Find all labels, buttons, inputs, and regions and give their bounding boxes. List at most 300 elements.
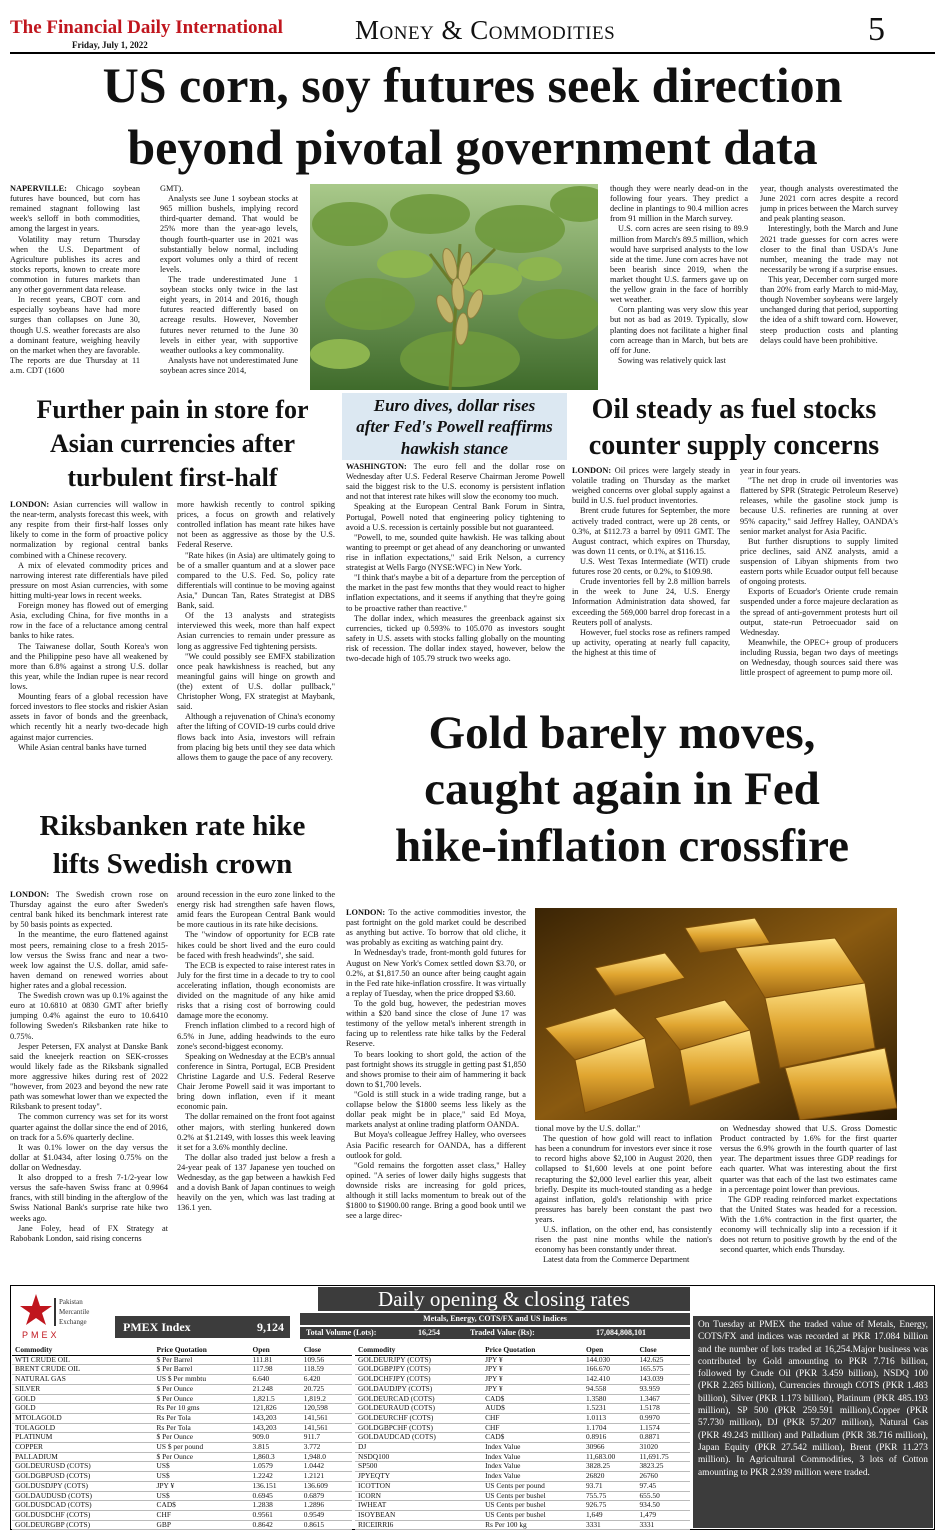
rates-cell: Rs Per Tola — [154, 1423, 250, 1433]
rates-cell: 94.558 — [583, 1384, 637, 1394]
article-paragraph: "Gold remains the forgotten asset class," Halley opined. "A series of lower daily highs suggests that downside risks are increasing for gold prices, although it still lacks momentum to break out of the $1800 to $1900.00 range. Bring a good book until we see a large direc- — [346, 1160, 526, 1221]
lead-headline-line1: US corn, soy futures seek direction — [102, 57, 843, 113]
rates-cell: 1.0442 — [301, 1462, 352, 1472]
gold-bars-photo — [535, 908, 897, 1120]
rates-table-left — [12, 1346, 352, 1530]
article-paragraph: Corn planting was very slow this year but not as bad as 2019. Typically, slow planting does not facilitate a higher final corn acreage than in March, but bets are off for June. — [610, 305, 748, 355]
article-paragraph: U.S. inflation, on the other end, has consistently risen the past nine months while the nation's economy has been constantly under threat. — [535, 1225, 712, 1255]
rates-cell: 141,561 — [301, 1423, 352, 1433]
rates-row — [355, 1433, 690, 1443]
rates-cell: 31020 — [636, 1443, 690, 1453]
article-paragraph: Jesper Petersen, FX analyst at Danske Bank said the kneejerk reaction on SEK-crosses would likely fade as the Riksbank signalled more aggressive hikes during rest of 2022 "however, from 2023 and beyond the new rate path was somewhat lower than we expected the Riksbank to present today". — [10, 1041, 168, 1112]
article-paragraph: Brent crude futures for September, the more actively traded contract, were up 28 cents, or 0.3%, at $112.73 a barrel by 0911 GMT. The August contract, which expires on Thursday, was down 11 cents, or 0.1%, at $116.15. — [572, 506, 730, 556]
rates-row — [355, 1423, 690, 1433]
rates-cell: 143,203 — [250, 1423, 301, 1433]
gold-column-1 — [346, 908, 526, 1278]
rates-cell: 26820 — [583, 1472, 637, 1482]
soybean-plants-photo — [310, 184, 598, 390]
rates-row — [355, 1404, 690, 1414]
article-paragraph: Exports of Ecuador's Oriente crude remain suspended under a force majeure declaration as the spread of anti-government protests hurt oil output, state-run Petroecuador said on Wednesday. — [740, 587, 898, 637]
gold-column-3 — [720, 1124, 897, 1278]
rates-cell: Rs Per 10 gms — [154, 1404, 250, 1414]
pmex-index-value: 9,124 — [257, 1320, 284, 1334]
article-paragraph: Sowing was relatively quick last — [618, 355, 726, 365]
article-paragraph: The GDP reading reinforced market expectations that the United States was headed for a recession. With the 1.6% contraction in the first quarter, the economy will technically slip into a recession if it does not return to positive growth by the end of the second quarter, which ends Thursday. — [720, 1194, 897, 1255]
rates-cell: US Cents per bushel — [482, 1510, 583, 1520]
rates-cell: GOLDGBPUSD (COTS) — [12, 1472, 154, 1482]
rates-cell: 11,691.75 — [636, 1452, 690, 1462]
rates-title: Daily opening & closing rates — [318, 1287, 690, 1311]
rates-cell: SP500 — [355, 1462, 482, 1472]
article-paragraph: LONDON: Oil prices were largely steady in volatile trading on Thursday as the market weighed concerns over global supply against a build in U.S. fuel product inventories. — [572, 466, 730, 506]
rates-row — [355, 1443, 690, 1453]
gold-headline-line3: hike-inflation crossfire — [395, 819, 849, 872]
gold-headline — [342, 705, 902, 874]
rates-column-header: Close — [301, 1346, 352, 1355]
lead-column-4 — [760, 184, 898, 390]
article-paragraph: It was 0.1% lower on the day versus the dollar at $1.0434, after losing 0.75% on the dollar on Wednesday. — [10, 1142, 168, 1172]
section-title: Money & Commodities — [355, 15, 616, 45]
rates-cell: ISOYBEAN — [355, 1510, 482, 1520]
rates-row — [12, 1365, 352, 1375]
rates-row — [355, 1462, 690, 1472]
rates-column-header: Price Quotation — [482, 1346, 583, 1355]
article-paragraph: But further disruptions to supply limited price declines, said ANZ analysts, amid a suspension of Libyan shipments from two eastern ports while Ecuador output fell because of ongoing protests. — [740, 536, 898, 587]
rates-row — [355, 1452, 690, 1462]
rates-cell: ICORN — [355, 1491, 482, 1501]
article-paragraph: Foreign money has flowed out of emerging Asia, excluding China, for five months in a row in the face of a reluctance among central banks to hike rates. — [10, 601, 168, 641]
riks-headline-line2: lifts Swedish crown — [52, 847, 293, 880]
article-paragraph: "Gold is still stuck in a wide trading range, but a collapse below the $1800 seems less likely as the dollar peak might be in place," said Ed Moya, markets analyst at online trading platform OANDA. — [346, 1089, 526, 1130]
oil-column-1 — [572, 466, 730, 706]
asian-column-2 — [177, 500, 335, 802]
rates-cell: 6.420 — [301, 1375, 352, 1385]
article-paragraph: The dollar remained on the front foot against other majors, with sterling hunkered down 0.2% at $1.2149, with losses this week leaving it set for a 3.6% monthly decline. — [177, 1112, 335, 1152]
pmex-logo-text-2: Mercantile — [59, 1308, 90, 1316]
article-paragraph: It also dropped to a fresh 7-1/2-year low versus the safe-haven Swiss franc at 0.9964 francs, with still binding in the afterglow of the Swiss National Bank's surprise rate hike two weeks ago. — [10, 1173, 168, 1223]
rates-cell: 1.3580 — [583, 1394, 637, 1404]
article-paragraph: The question of how gold will react to inflation has been a conundrum for investors ever since it rose to record highs above $2,100 in August 2020, then collapsed to $1,600 levels at one point before recapturing the $2,000 level earlier this year, albeit briefly. Despite its much-touted standing as a hedge against inflation, gold's relationship with price pressures has barely been constant the past two years. — [535, 1134, 712, 1224]
rates-cell: COPPER — [12, 1443, 154, 1453]
rates-cell: GOLDEURJPY (COTS) — [355, 1355, 482, 1365]
article-paragraph: The ECB is expected to raise interest rates in July for the first time in a decade to try to cool accelerating inflation, though economists are divided on the magnitude of any hike amid risks that a rising cost of borrowing could damage more the economy. — [177, 960, 335, 1021]
rates-row — [12, 1462, 352, 1472]
article-paragraph: French inflation climbed to a record high of 6.5% in June, adding headwinds to the euro zone's second-biggest economy. — [177, 1021, 335, 1051]
rates-cell: 93.71 — [583, 1481, 637, 1491]
article-paragraph: LONDON: Asian currencies will wallow in the near-term, analysts forecast this week, with any respite from their first-half losses only likely to come in the form of proactive policy normalization by regional central banks combined with a Chinese recovery. — [10, 500, 168, 560]
rates-cell: 136.151 — [250, 1481, 301, 1491]
rates-cell: US $ Per mmbtu — [154, 1375, 250, 1385]
article-paragraph: Interestingly, both the March and June 2021 trade guesses for corn acres were closer to the final than USDA's June number, meaning the trade may not necessarily be wrong if a surprise ensues. — [760, 224, 898, 274]
pmex-logo-abbr: PMEX — [22, 1330, 60, 1340]
rates-cell: 3.772 — [301, 1443, 352, 1453]
rates-cell: PALLADIUM — [12, 1452, 154, 1462]
article-paragraph: The dollar also traded just below a fresh a 24-year peak of 137 Japanese yen touched on Wednesday, as the gap between a hawkish Fed and a dovish Bank of Japan continues to weigh heavily on the yen, which was last trading at 136.1 yen. — [177, 1152, 335, 1213]
article-paragraph: more hawkish recently to control spiking prices, a focus on growth and relatively controlled inflation has meant rate hikes have not been as aggressive as those by the U.S. Federal Reserve. — [177, 500, 335, 550]
rates-cell: 3331 — [583, 1520, 637, 1530]
rates-cell: CHF — [482, 1423, 583, 1433]
rates-cell: US $ per pound — [154, 1443, 250, 1453]
rates-cell: 1.2121 — [301, 1472, 352, 1482]
rates-cell: 1.2896 — [301, 1501, 352, 1511]
euro-headline-line1: Euro dives, dollar rises — [373, 396, 536, 415]
rates-column-header: Price Quotation — [154, 1346, 250, 1355]
riks-headline — [10, 808, 335, 883]
rates-row — [12, 1404, 352, 1414]
riks-headline-line1: Riksbanken rate hike — [39, 810, 306, 842]
rates-cell: JPY ¥ — [482, 1365, 583, 1375]
issue-date: Friday, July 1, 2022 — [72, 40, 148, 50]
rates-cell: TOLAGOLD — [12, 1423, 154, 1433]
article-paragraph: Meanwhile, the OPEC+ group of producers including Russia, began two days of meetings on Wednesday, though sources said there was little prospect of agreement to pump more oil. — [740, 637, 898, 678]
article-paragraph: While Asian central banks have turned — [18, 742, 147, 752]
rates-cell: GOLDUSDCAD (COTS) — [12, 1501, 154, 1511]
rates-cell: JPY ¥ — [154, 1481, 250, 1491]
rates-cell: GBP — [154, 1520, 250, 1530]
asian-headline-line3: turbulent first-half — [67, 462, 278, 492]
rates-row — [12, 1520, 352, 1530]
rates-subtitle: Metals, Energy, COTS/FX and US Indices — [300, 1313, 690, 1325]
article-paragraph: "I think that's maybe a bit of a departure from the perception of the market in the past few months that they would react to higher inflation expectations, and it seems if anything that they're going to be proactive rather than reactive." — [346, 573, 565, 613]
article-paragraph: year, though analysts overestimated the June 2021 corn acres despite a record jump in prices between the March survey and peak planting season. — [760, 184, 898, 224]
article-paragraph: Analysts have not underestimated June soybean acres since 2014, — [160, 355, 298, 375]
lead-column-1 — [10, 184, 140, 390]
rates-cell: 1.1704 — [583, 1423, 637, 1433]
rates-cell: PLATINUM — [12, 1433, 154, 1443]
rates-cell: 93.959 — [636, 1384, 690, 1394]
rates-cell: JPY ¥ — [482, 1384, 583, 1394]
rates-row — [355, 1394, 690, 1404]
rates-row — [355, 1355, 690, 1365]
article-paragraph: Volatility may return Thursday when the U.S. Department of Agriculture publishes its acres and stocks reports, known to create more commotion in futures markets than any other government data release. — [10, 234, 140, 295]
rates-row — [12, 1423, 352, 1433]
rates-cell: 1,819.2 — [301, 1394, 352, 1404]
rates-cell: GOLDAUDUSD (COTS) — [12, 1491, 154, 1501]
rates-cell: CAD$ — [154, 1501, 250, 1511]
article-paragraph: "Powell, to me, sounded quite hawkish. He was talking about wanting to preempt or get ahead of any deanchoring or unwanted rise in inflation expectations," said Erik Nelson, a currency strategist at Wells Fargo (NYSE:WFC) in New York. — [346, 532, 565, 573]
rates-cell: RICEIRRI6 — [355, 1520, 482, 1530]
article-paragraph: NAPERVILLE: Chicago soybean futures have bounced, but corn has remained stagnant following last week's selloff in both commodities, among the largest in years. — [10, 184, 140, 234]
article-paragraph: GMT). — [160, 184, 184, 193]
rates-row — [12, 1491, 352, 1501]
pmex-logo-text-3: Exchange — [59, 1318, 87, 1326]
article-paragraph: Of the 13 analysts and strategists interviewed this week, more than half expect Asian currencies to remain under pressure as long as aggressive Fed tightening persists. — [177, 611, 335, 651]
traded-value: 17,084,808,101 — [596, 1328, 646, 1337]
rates-cell: ICOTTON — [355, 1481, 482, 1491]
rates-cell: 136.609 — [301, 1481, 352, 1491]
rates-cell: JPYEQTY — [355, 1472, 482, 1482]
oil-column-2 — [740, 466, 898, 706]
rates-cell: 655.50 — [636, 1491, 690, 1501]
volume-label: Total Volume (Lots): — [306, 1328, 377, 1337]
rates-cell: 20.725 — [301, 1384, 352, 1394]
rates-cell: JPY ¥ — [482, 1375, 583, 1385]
article-paragraph: In the meantime, the euro flattened against most peers, remaining close to a fresh 2015-low versus the Swiss franc and near a two-week low against the U.S. dollar, amid safe-haven demand on renewed worries about higher rates and a global recession. — [10, 930, 168, 990]
pmex-logo-text-1: Pakistan — [59, 1298, 83, 1306]
rates-cell: 3823.25 — [636, 1462, 690, 1472]
article-paragraph: To the gold bug, however, the pedestrian moves within a $20 band since the close of June 17 was testimony of the yellow metal's inherent strength in facing up to relentless rate hike talks by the Federal Reserve. — [346, 998, 526, 1049]
article-paragraph: However, fuel stocks rose as refiners ramped up activity, operating at nearly full capacity, the highest at this time of — [572, 627, 730, 657]
article-paragraph: "The net drop in crude oil inventories was flattered by SPR (Strategic Petroleum Reserve) releases, while the gasoline stock jump is because U.S. refineries are running at over 95% capacity," said Jeffrey Halley, OANDA's senior market analyst for Asia Pacific. — [740, 476, 898, 536]
rates-cell: 121,826 — [250, 1404, 301, 1414]
rates-cell: 117.98 — [250, 1365, 301, 1375]
rates-cell: IWHEAT — [355, 1501, 482, 1511]
rates-cell: 1.5178 — [636, 1404, 690, 1414]
pmex-summary: On Tuesday at PMEX the traded value of Metals, Energy, COTS/FX and indices was recorded at PKR 17.084 billion and the number of lots traded at 16,254.Major business was contributed by Gold amounting to PKR 7.716 billion, followed by Crude Oil (PKR 3.459 billion), NSDQ 100 (PKR 2.265 billion), Currencies through COTS (PKR 1.483 billion), Silver (PKR 1.173 billion), Platinum (PKR 485.193 million), SP 500 (PKR 259.591 million),Copper (PKR 57.730 million), DJ (PKR 57.207 million), Natural Gas (PKR 49.243 million) and Palladium (PKR 38.716 million), Japan Equity (PKR 27.542 million), Brent (PKR 11.273 million). In Agricultural Commodities, 3 lots of Cotton amounting to PKR 2.939 million were traded. — [693, 1316, 933, 1528]
article-paragraph: The Swedish crown was up 0.1% against the euro at 10.6810 at 0830 GMT after briefly jumping 0.4% against the euro to 10.6410 following Sweden's Riksbanken rate hike to 0.75%. — [10, 991, 168, 1041]
volume-bar — [300, 1327, 690, 1339]
rates-cell: GOLDEURUSD (COTS) — [12, 1462, 154, 1472]
rates-cell: GOLDUSDJPY (COTS) — [12, 1481, 154, 1491]
rates-cell: GOLDEURCHF (COTS) — [355, 1413, 482, 1423]
rates-row — [12, 1394, 352, 1404]
rates-row — [355, 1501, 690, 1511]
rates-cell: 1.1574 — [636, 1423, 690, 1433]
rates-cell: 755.75 — [583, 1491, 637, 1501]
rates-column-header: Commodity — [355, 1346, 482, 1355]
rates-row — [12, 1452, 352, 1462]
asian-headline — [10, 393, 335, 494]
rates-cell: GOLDCHFJPY (COTS) — [355, 1375, 482, 1385]
rates-cell: US Cents per pound — [482, 1481, 583, 1491]
euro-headline-line2: after Fed's Powell reaffirms — [356, 417, 553, 437]
rates-cell: GOLDEURCAD (COTS) — [355, 1394, 482, 1404]
rates-cell: CHF — [154, 1510, 250, 1520]
rates-cell: 1.5231 — [583, 1404, 637, 1414]
rates-cell: GOLD — [12, 1404, 154, 1414]
riks-column-1 — [10, 890, 168, 1278]
euro-body — [346, 462, 565, 702]
rates-row — [12, 1443, 352, 1453]
rates-cell: 26760 — [636, 1472, 690, 1482]
rates-cell: 97.45 — [636, 1481, 690, 1491]
article-paragraph: Speaking at the European Central Bank Forum in Sintra, Portugal, Powell noted that engineering policy tightening to avoid a U.S. recession is certainly possible but not guaranteed. — [346, 502, 565, 532]
article-paragraph: "We could possibly see EMFX stabilization once peak hawkishness is reached, but any meaningful gains will hinge on growth and (the) extent of U.S. dollar pullback," Christopher Wong, FX strategist at Maybank, said. — [177, 651, 335, 712]
article-paragraph: This year, December corn surged more than 20% from early March to mid-May, though November soybeans were largely unchanged during that period, supporting the idea of a shift toward corn. However, steep production costs and planting delays could have been prohibitive. — [760, 274, 898, 345]
rates-cell: Rs Per Tola — [154, 1413, 250, 1423]
article-paragraph: The common currency was set for its worst quarter against the dollar since the end of 2016, on track for a 5.6% quarterly decline. — [10, 1112, 168, 1142]
rates-cell: 3.815 — [250, 1443, 301, 1453]
asian-headline-line1: Further pain in store for — [36, 395, 309, 424]
rates-cell: 109.56 — [301, 1355, 352, 1365]
article-paragraph: The Taiwanese dollar, South Korea's won and the Philippine peso have all weakened by more than 6.8% against a strong U.S. dollar this year, while the Indian rupee is near record lows. — [10, 641, 168, 691]
rates-cell: $ Per Barrel — [154, 1355, 250, 1365]
rates-cell: 1,649 — [583, 1510, 637, 1520]
rates-cell: GOLDEURAUD (COTS) — [355, 1404, 482, 1414]
asian-headline-line2: Asian currencies after — [49, 428, 295, 458]
rates-cell: BRENT CRUDE OIL — [12, 1365, 154, 1375]
rates-cell: Index Value — [482, 1452, 583, 1462]
rates-cell: 0.8615 — [301, 1520, 352, 1530]
rates-cell: 1.2838 — [250, 1501, 301, 1511]
rates-cell: US Cents per bushel — [482, 1491, 583, 1501]
article-paragraph: Jane Foley, head of FX Strategy at Rabobank London, said rising concerns — [10, 1223, 168, 1243]
rates-cell: 1,860.3 — [250, 1452, 301, 1462]
rates-cell: NSDQ100 — [355, 1452, 482, 1462]
article-paragraph: LONDON: The Swedish crown rose on Thursday against the euro after Sweden's central bank hiked its benchmark interest rate by 50 basis points as expected. — [10, 890, 168, 930]
lead-headline-line2: beyond pivotal government data — [127, 119, 818, 175]
rates-cell: CHF — [482, 1413, 583, 1423]
rates-cell: 21.248 — [250, 1384, 301, 1394]
rates-row — [355, 1481, 690, 1491]
rates-row — [12, 1355, 352, 1365]
rates-row — [355, 1384, 690, 1394]
rates-cell: 143,203 — [250, 1413, 301, 1423]
rates-cell: 0.8642 — [250, 1520, 301, 1530]
rates-cell: 165.575 — [636, 1365, 690, 1375]
rates-cell: 1.0113 — [583, 1413, 637, 1423]
rates-cell: 166.670 — [583, 1365, 637, 1375]
rates-cell: JPY ¥ — [482, 1355, 583, 1365]
rates-row — [12, 1501, 352, 1511]
rates-cell: 11,683.00 — [583, 1452, 637, 1462]
rates-cell: US Cents per bushel — [482, 1501, 583, 1511]
article-paragraph: tional move by the U.S. dollar." — [535, 1124, 641, 1133]
rates-cell: 926.75 — [583, 1501, 637, 1511]
rates-cell: 1,948.0 — [301, 1452, 352, 1462]
rates-cell: GOLD — [12, 1394, 154, 1404]
oil-headline-line1: Oil steady as fuel stocks — [591, 394, 877, 425]
article-paragraph: Mounting fears of a global recession have forced investors to flee stocks and riskier Asian assets in favor of bonds and the greenback, which recently hit a nearly two-decade high against major currencies. — [10, 692, 168, 742]
traded-label: Traded Value (Rs): — [470, 1328, 535, 1337]
article-paragraph: Latest data from the Commerce Department — [543, 1255, 690, 1265]
article-paragraph: though they were nearly dead-on in the following four years. They predict a decline in plantings to 90.4 million acres from 91 million in the March survey. — [610, 184, 748, 224]
rates-cell: GOLDGBPJPY (COTS) — [355, 1365, 482, 1375]
oil-headline-line2: counter supply concerns — [588, 429, 880, 461]
pmex-logo — [14, 1290, 110, 1342]
pmex-index-label: PMEX Index — [123, 1320, 191, 1334]
article-paragraph: A mix of elevated commodity prices and narrowing interest rate differentials have piled pressure on most Asian currencies, with some hitting multi-year lows in recent weeks. — [10, 560, 168, 600]
article-paragraph: Crude inventories fell by 2.8 million barrels in the week to June 24, U.S. Energy Information Administration data showed, far exceeding the 569,000 barrel drop forecast in a Reuters poll of analysts. — [572, 577, 730, 627]
page-number: 5 — [868, 11, 885, 48]
rates-cell: US$ — [154, 1462, 250, 1472]
riks-column-2 — [177, 890, 335, 1278]
rates-cell: 909.0 — [250, 1433, 301, 1443]
rates-cell: 143.039 — [636, 1375, 690, 1385]
rates-cell: GOLDUSDCHF (COTS) — [12, 1510, 154, 1520]
article-paragraph: The dollar index, which measures the greenback against six currencies, ticked up 0.593% to 105.070 as investors sought safety in U.S. assets with stocks falling globally on the mounting risk of recession. The dollar index stayed, however, below the two-decade high of 105.79 struck two weeks ago. — [346, 613, 565, 664]
rates-column-header: Commodity — [12, 1346, 154, 1355]
rates-cell: 30966 — [583, 1443, 637, 1453]
rates-row — [355, 1520, 690, 1530]
gold-headline-line1: Gold barely moves, — [428, 707, 816, 759]
masthead-rule — [10, 52, 935, 54]
rates-cell: 111.81 — [250, 1355, 301, 1365]
volume-value: 16,254 — [418, 1328, 440, 1337]
rates-cell: 934.50 — [636, 1501, 690, 1511]
euro-headline-line3: hawkish stance — [400, 438, 509, 458]
rates-cell: Index Value — [482, 1462, 583, 1472]
rates-cell: 1.0579 — [250, 1462, 301, 1472]
rates-cell: AUD$ — [482, 1404, 583, 1414]
rates-table-right — [355, 1346, 690, 1530]
rates-cell: WTI CRUDE OIL — [12, 1355, 154, 1365]
rates-cell: Index Value — [482, 1443, 583, 1453]
rates-cell: 0.9561 — [250, 1510, 301, 1520]
article-paragraph: U.S. West Texas Intermediate (WTI) crude futures rose 20 cents, or 0.2%, to $109.98. — [572, 556, 730, 577]
rates-cell: GOLDGBPCHF (COTS) — [355, 1423, 482, 1433]
article-paragraph: on Wednesday showed that U.S. Gross Domestic Product contracted by 1.6% for the first quarter versus the 6.9% growth in the fourth quarter of last year. The department issues three GDP readings for each quarter. What was interesting about the first quarter was that each of the last two estimates came in a percentage point lower than previous. — [720, 1124, 897, 1194]
article-paragraph: WASHINGTON: The euro fell and the dollar rose on Wednesday after U.S. Federal Reserve Chairman Jerome Powell said the biggest risk to the U.S. economy is persistent inflation and not that interest rate hikes will slow the economy too much. — [346, 462, 565, 502]
rates-cell: $ Per Ounce — [154, 1452, 250, 1462]
rates-cell: 144.030 — [583, 1355, 637, 1365]
rates-cell: 142.625 — [636, 1355, 690, 1365]
rates-cell: 120,598 — [301, 1404, 352, 1414]
article-paragraph: In Wednesday's trade, front-month gold futures for August on New York's Comex settled down $3.70, or 0.2%, at $1,817.50 an ounce after being caught again in the Fed rate hike-inflation crossfire. It was virtually a replay of Tuesday, when the price dropped $3.60. — [346, 948, 526, 998]
gold-headline-line2: caught again in Fed — [424, 763, 820, 816]
rates-cell: GOLDAUDJPY (COTS) — [355, 1384, 482, 1394]
article-paragraph: year in four years. — [740, 466, 801, 475]
rates-cell: 0.8916 — [583, 1433, 637, 1443]
rates-column-header: Open — [250, 1346, 301, 1355]
rates-cell: $ Per Barrel — [154, 1365, 250, 1375]
rates-cell: 118.59 — [301, 1365, 352, 1375]
rates-cell: GOLDAUDCAD (COTS) — [355, 1433, 482, 1443]
article-paragraph: To bears looking to short gold, the action of the past fortnight shows its struggle in getting past $1,850 and shows promise to their aim of hammering it back down to $1,700 levels. — [346, 1049, 526, 1089]
rates-cell: MTOLAGOLD — [12, 1413, 154, 1423]
rates-cell: 0.8871 — [636, 1433, 690, 1443]
rates-cell: 0.9970 — [636, 1413, 690, 1423]
rates-cell: CAD$ — [482, 1433, 583, 1443]
rates-cell: 141,561 — [301, 1413, 352, 1423]
rates-cell: $ Per Ounce — [154, 1394, 250, 1404]
rates-cell: 1.3467 — [636, 1394, 690, 1404]
rates-cell: DJ — [355, 1443, 482, 1453]
article-paragraph: around recession in the euro zone linked to the energy risk had strengthen safe haven flows, amid fears the European Central Bank would be more cautious in its rate hike decisions. — [177, 890, 335, 930]
rates-cell: 0.6879 — [301, 1491, 352, 1501]
masthead-title: The Financial Daily International — [10, 17, 283, 38]
article-paragraph: The trade underestimated June 1 soybean stocks only twice in the last eight years, in 2014 and 2016, though futures reacted differently based on acreage results. However, November futures never returned to the June 30 levels in either year, with supportive weather outlooks a key commonality. — [160, 274, 298, 355]
lead-column-3 — [610, 184, 748, 390]
article-paragraph: Speaking on Wednesday at the ECB's annual conference in Sintra, Portugal, ECB President Christine Lagarde and U.S. Federal Reserve Chair Jerome Powell said it was important to bring down inflation, even if it meant economic pain. — [177, 1051, 335, 1112]
article-paragraph: Although a rejuvenation of China's economy after the lifting of COVID-19 curbs could drive flows back into Asia, investors will refrain from placing big bets until they see data which allows them to gauge the pace of any recovery. — [177, 712, 335, 762]
article-paragraph: The "window of opportunity for ECB rate hikes could be short lived and the euro could be faced with fresh headwinds", she said. — [177, 930, 335, 960]
rates-cell: 1,821.5 — [250, 1394, 301, 1404]
rates-row — [355, 1375, 690, 1385]
rates-cell: $ Per Ounce — [154, 1433, 250, 1443]
gold-column-2 — [535, 1124, 712, 1278]
rates-cell: 3828.25 — [583, 1462, 637, 1472]
article-paragraph: In recent years, CBOT corn and especially soybeans have had more surges than collapses on June 30, though U.S. weather forecasts are also a dominant feature, weighing heavily on the market when they are favorable. The reports are due Thursday at 11 a.m. CDT (1600 — [10, 295, 140, 375]
rates-cell: 142.410 — [583, 1375, 637, 1385]
pmex-index-bar — [115, 1316, 290, 1338]
rates-cell: US$ — [154, 1491, 250, 1501]
article-paragraph: But Moya's colleague Jeffrey Halley, who oversees Asia Pacific research for OANDA, has a different outlook for gold. — [346, 1130, 526, 1160]
rates-cell: NATURAL GAS — [12, 1375, 154, 1385]
rates-cell: 3331 — [636, 1520, 690, 1530]
rates-row — [355, 1413, 690, 1423]
rates-row — [355, 1472, 690, 1482]
rates-cell: 1.2242 — [250, 1472, 301, 1482]
rates-cell: SILVER — [12, 1384, 154, 1394]
article-paragraph: "Rate hikes (in Asia) are ultimately going to be of a smaller quantum and at a slower pace compared to the U.S. Fed. So, policy rate differentials will continue to be moving against Asia," Duncan Tan, Rates Strategist at DBS Bank, said. — [177, 550, 335, 611]
euro-headline-box — [342, 393, 567, 460]
article-paragraph: Analysts see June 1 soybean stocks at 965 million bushels, implying record third-quarter demand. That would be 25% more than the year-ago levels, though fourth-quarter use in 2021 was substantially below normal, including export volumes only a third of recent levels. — [160, 194, 298, 274]
rates-row — [12, 1384, 352, 1394]
rates-cell: US$ — [154, 1472, 250, 1482]
rates-column-header: Open — [583, 1346, 637, 1355]
rates-column-header: Close — [636, 1346, 690, 1355]
rates-row — [12, 1413, 352, 1423]
rates-cell: Rs Per 100 kg — [482, 1520, 583, 1530]
rates-cell: Index Value — [482, 1472, 583, 1482]
rates-cell: CAD$ — [482, 1394, 583, 1404]
rates-cell: $ Per Ounce — [154, 1384, 250, 1394]
rates-row — [355, 1365, 690, 1375]
rates-row — [355, 1510, 690, 1520]
rates-row — [12, 1472, 352, 1482]
lead-column-2 — [160, 184, 298, 390]
